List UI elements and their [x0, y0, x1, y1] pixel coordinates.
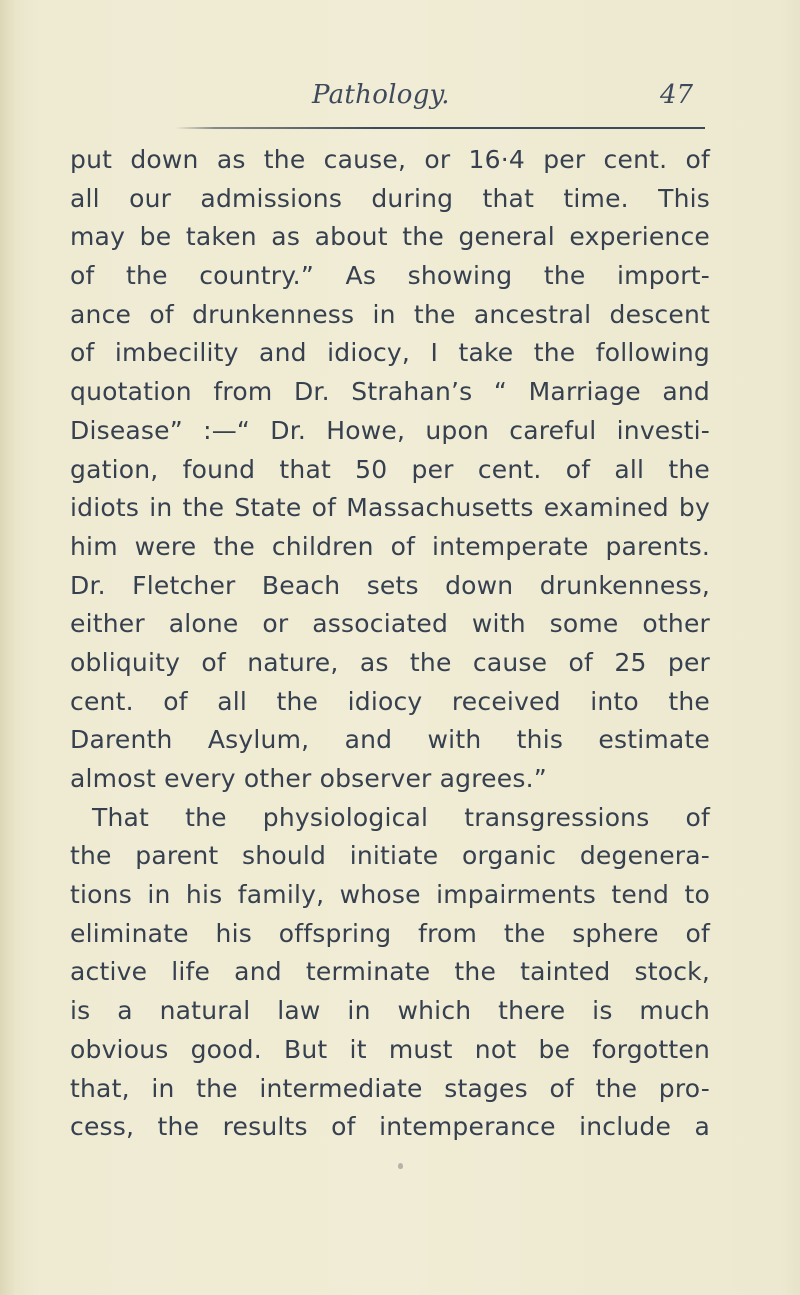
text-line: active life and terminate the tainted stock,: [70, 957, 710, 987]
text-line: him were the children of intemperate parents.: [70, 531, 710, 561]
text-line: of the country.” As showing the import-: [70, 261, 710, 291]
page-gutter-shadow: [0, 0, 14, 1295]
text-line: that, in the intermediate stages of the pro-: [70, 1073, 710, 1103]
text-line: the parent should initiate organic degenera-: [70, 841, 710, 871]
running-head: [0, 80, 800, 120]
text-line: idiots in the State of Massachusetts examined by: [70, 493, 710, 523]
text-line: obliquity of nature, as the cause of 25 per: [70, 647, 710, 677]
text-line: quotation from Dr. Strahan’s “ Marriage and: [70, 377, 710, 407]
text-line: all our admissions during that time. This: [70, 183, 710, 213]
text-line: Darenth Asylum, and with this estimate: [70, 725, 710, 755]
page-number: 47: [660, 80, 694, 110]
ink-speck: [398, 1163, 403, 1169]
text-line: eliminate his offspring from the sphere of: [70, 918, 710, 948]
text-line: ance of drunkenness in the ancestral descent: [70, 299, 710, 329]
text-line: of imbecility and idiocy, I take the following: [70, 338, 710, 368]
text-line: is a natural law in which there is much: [70, 996, 710, 1026]
text-line: cent. of all the idiocy received into the: [70, 686, 710, 716]
text-line: obvious good. But it must not be forgotten: [70, 1034, 710, 1064]
text-line: Disease” :—“ Dr. Howe, upon careful investi-: [70, 415, 710, 445]
header-rule: [175, 127, 705, 129]
text-line: may be taken as about the general experience: [70, 222, 710, 252]
text-line-paragraph-start: That the physiological transgressions of: [92, 802, 710, 832]
body-text: [70, 141, 710, 1147]
text-line: cess, the results of intemperance include a: [70, 1112, 710, 1142]
text-line: almost every other observer agrees.”: [70, 764, 547, 793]
text-line: either alone or associated with some other: [70, 609, 710, 639]
text-line: gation, found that 50 per cent. of all the: [70, 454, 710, 484]
text-line: tions in his family, whose impairments tend to: [70, 880, 710, 910]
text-line: Dr. Fletcher Beach sets down drunkenness,: [70, 570, 710, 600]
running-head-title: Pathology.: [312, 80, 450, 110]
text-line: put down as the cause, or 16·4 per cent. of: [70, 145, 710, 174]
